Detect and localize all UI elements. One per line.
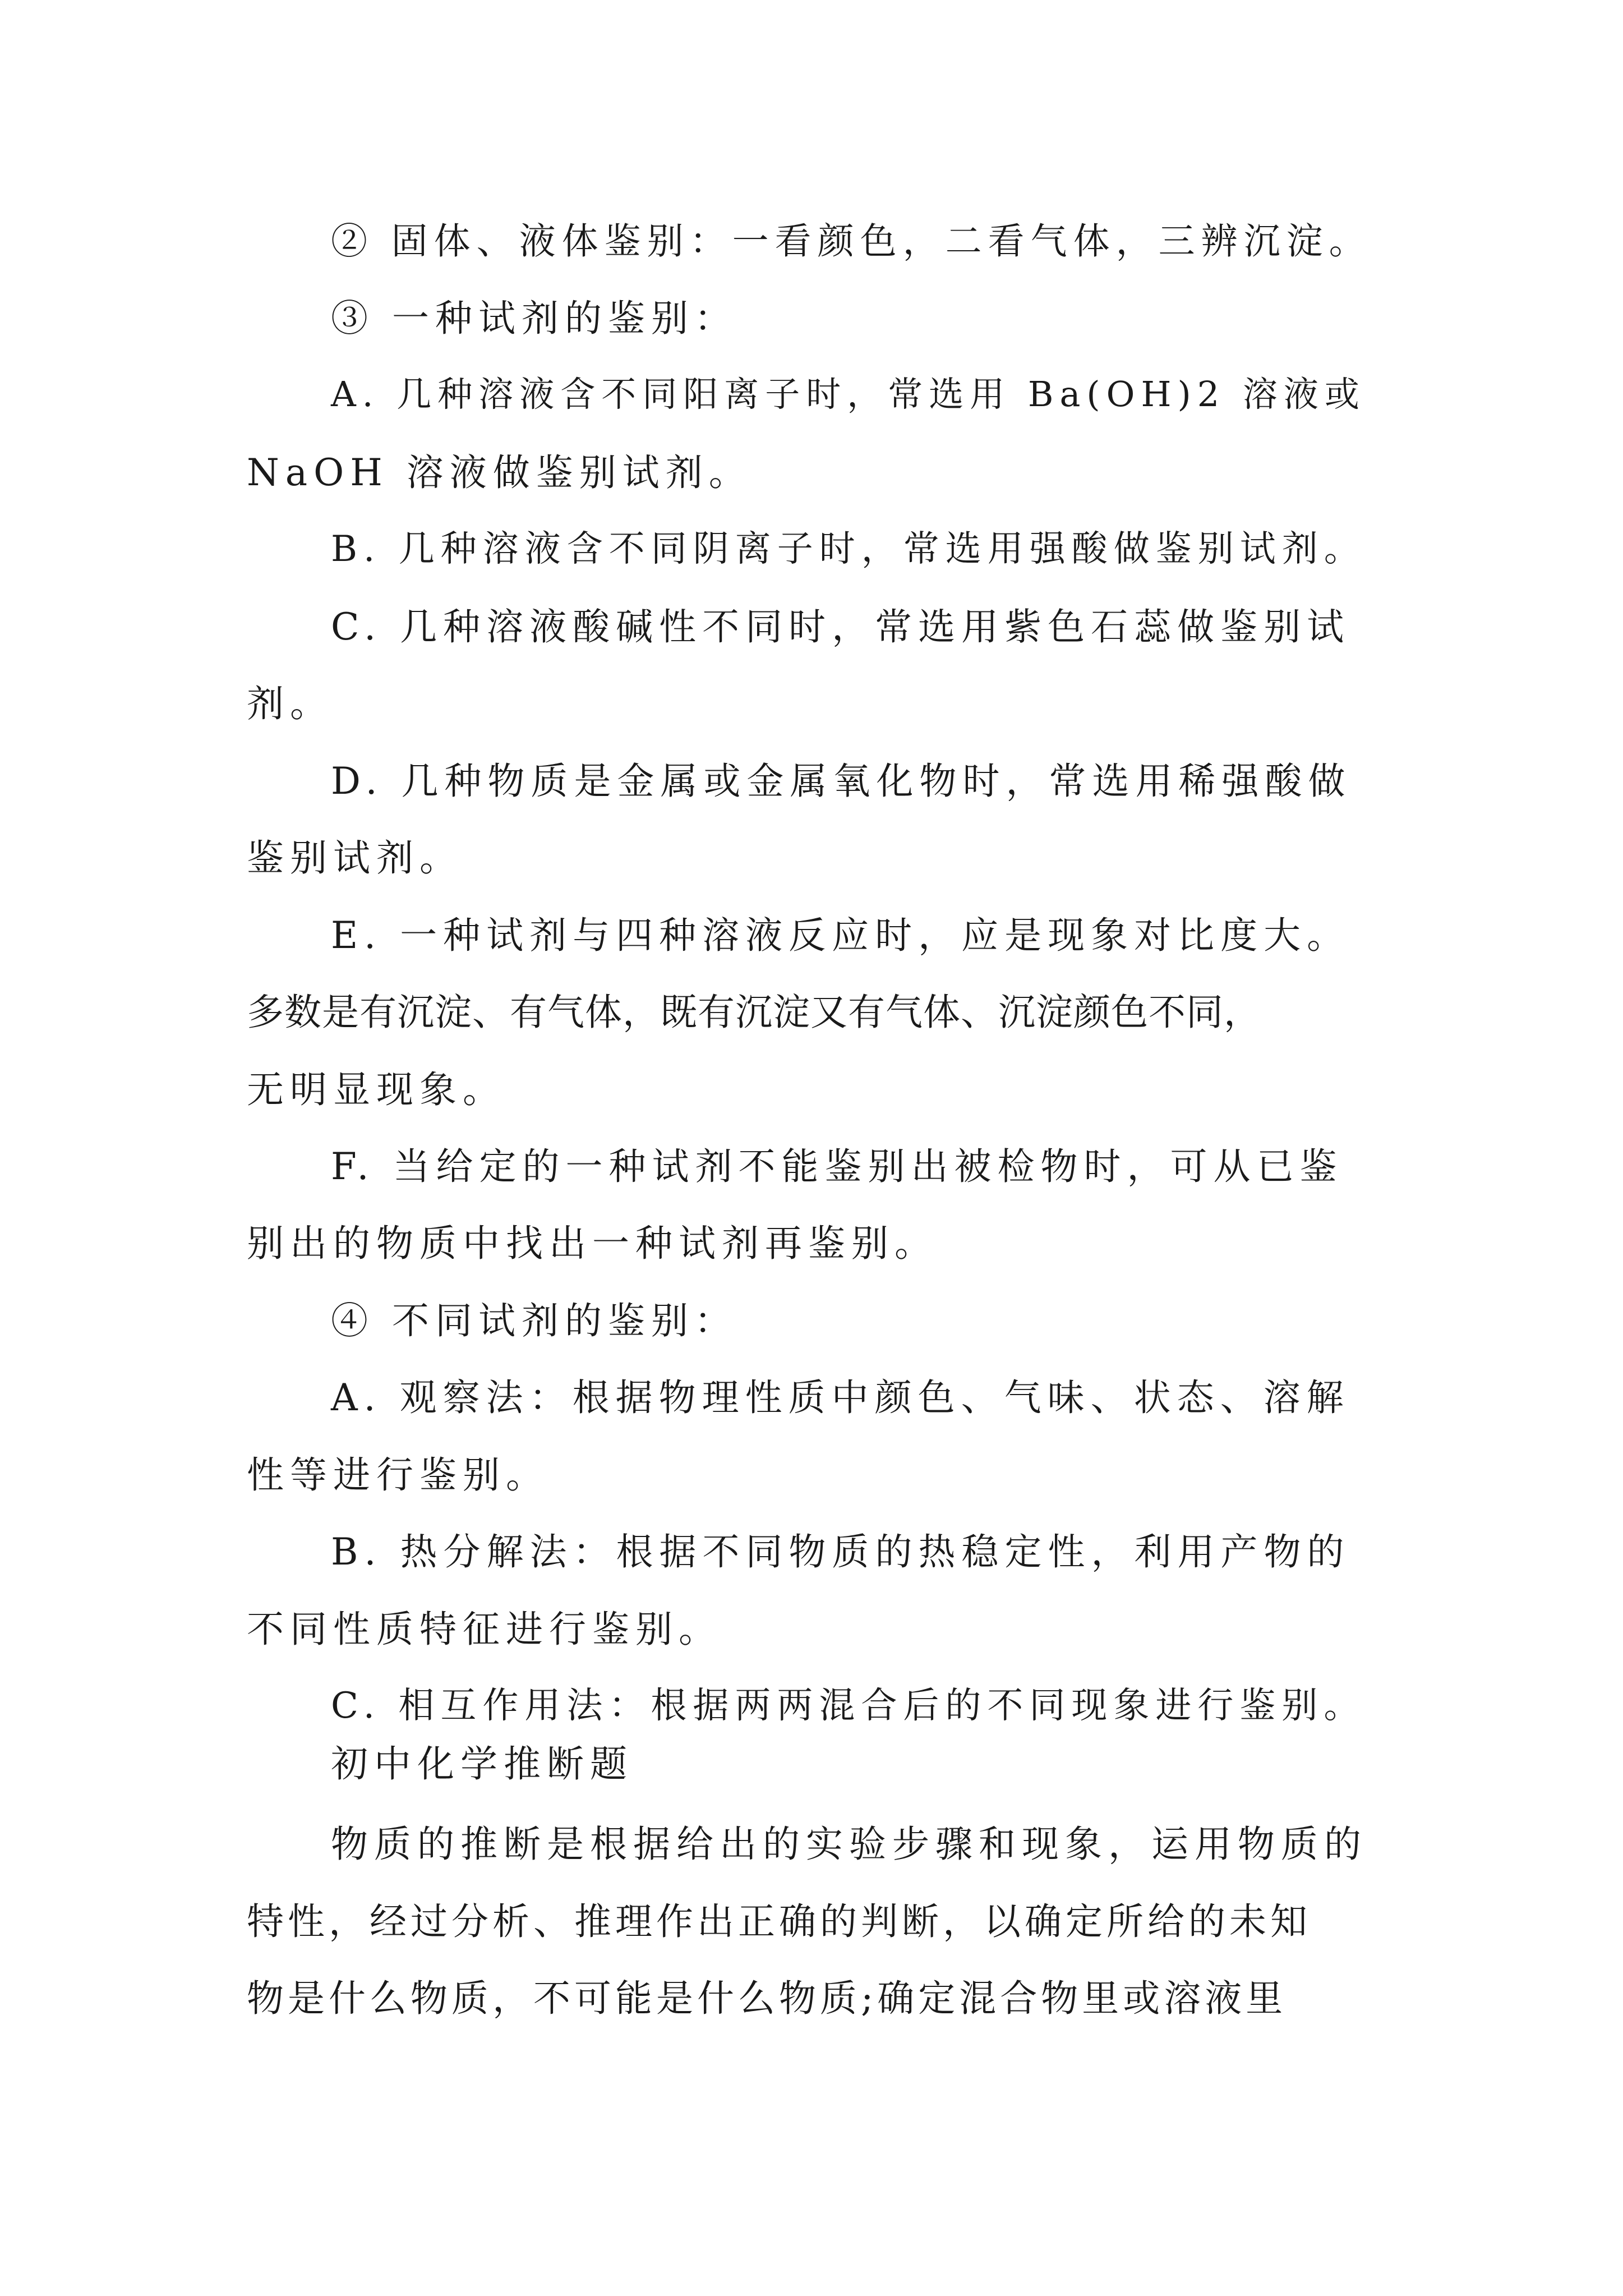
text-line: 鉴别试剂。 (247, 836, 463, 880)
text-line: ② 固体、液体鉴别：一看颜色，二看气体，三辨沉淀。 (331, 220, 1372, 263)
text-line: ④ 不同试剂的鉴别： (331, 1299, 737, 1342)
text-line: 物是什么物质，不可能是什么物质;确定混合物里或溶液里 (247, 1977, 1287, 2020)
text-line: 物质的推断是根据给出的实验步骤和现象，运用物质的 (331, 1823, 1367, 1866)
text-line: B. 热分解法：根据不同物质的热稳定性，利用产物的 (331, 1530, 1350, 1573)
section-heading: 初中化学推断题 (331, 1742, 633, 1786)
text-line: E. 一种试剂与四种溶液反应时，应是现象对比度大。 (331, 914, 1350, 957)
text-line: A. 几种溶液含不同阳离子时，常选用 Ba(OH)2 溶液或 (331, 374, 1366, 415)
text-line: 性等进行鉴别。 (247, 1453, 549, 1497)
text-line: ③ 一种试剂的鉴别： (331, 297, 737, 340)
text-line: A. 观察法：根据物理性质中颜色、气味、状态、溶解 (331, 1376, 1350, 1419)
text-line: 特性，经过分析、推理作出正确的判断，以确定所给的未知 (247, 1900, 1311, 1943)
text-line: F. 当给定的一种试剂不能鉴别出被检物时，可从已鉴 (331, 1145, 1343, 1188)
text-line: B. 几种溶液含不同阴离子时，常选用强酸做鉴别试剂。 (331, 528, 1366, 570)
text-line: C. 几种溶液酸碱性不同时，常选用紫色石蕊做鉴别试 (331, 605, 1350, 648)
text-line: 多数是有沉淀、有气体，既有沉淀又有气体、沉淀颜色不同， (247, 991, 1261, 1034)
text-line: D. 几种物质是金属或金属氧化物时，常选用稀强酸做 (331, 760, 1352, 803)
text-line: NaOH 溶液做鉴别试剂。 (247, 451, 752, 494)
text-line: 不同性质特征进行鉴别。 (247, 1608, 722, 1651)
text-line: 无明显现象。 (247, 1068, 506, 1111)
text-line: C. 相互作用法：根据两两混合后的不同现象进行鉴别。 (331, 1685, 1366, 1727)
text-line: 剂。 (247, 682, 333, 725)
text-line: 别出的物质中找出一种试剂再鉴别。 (247, 1222, 938, 1265)
